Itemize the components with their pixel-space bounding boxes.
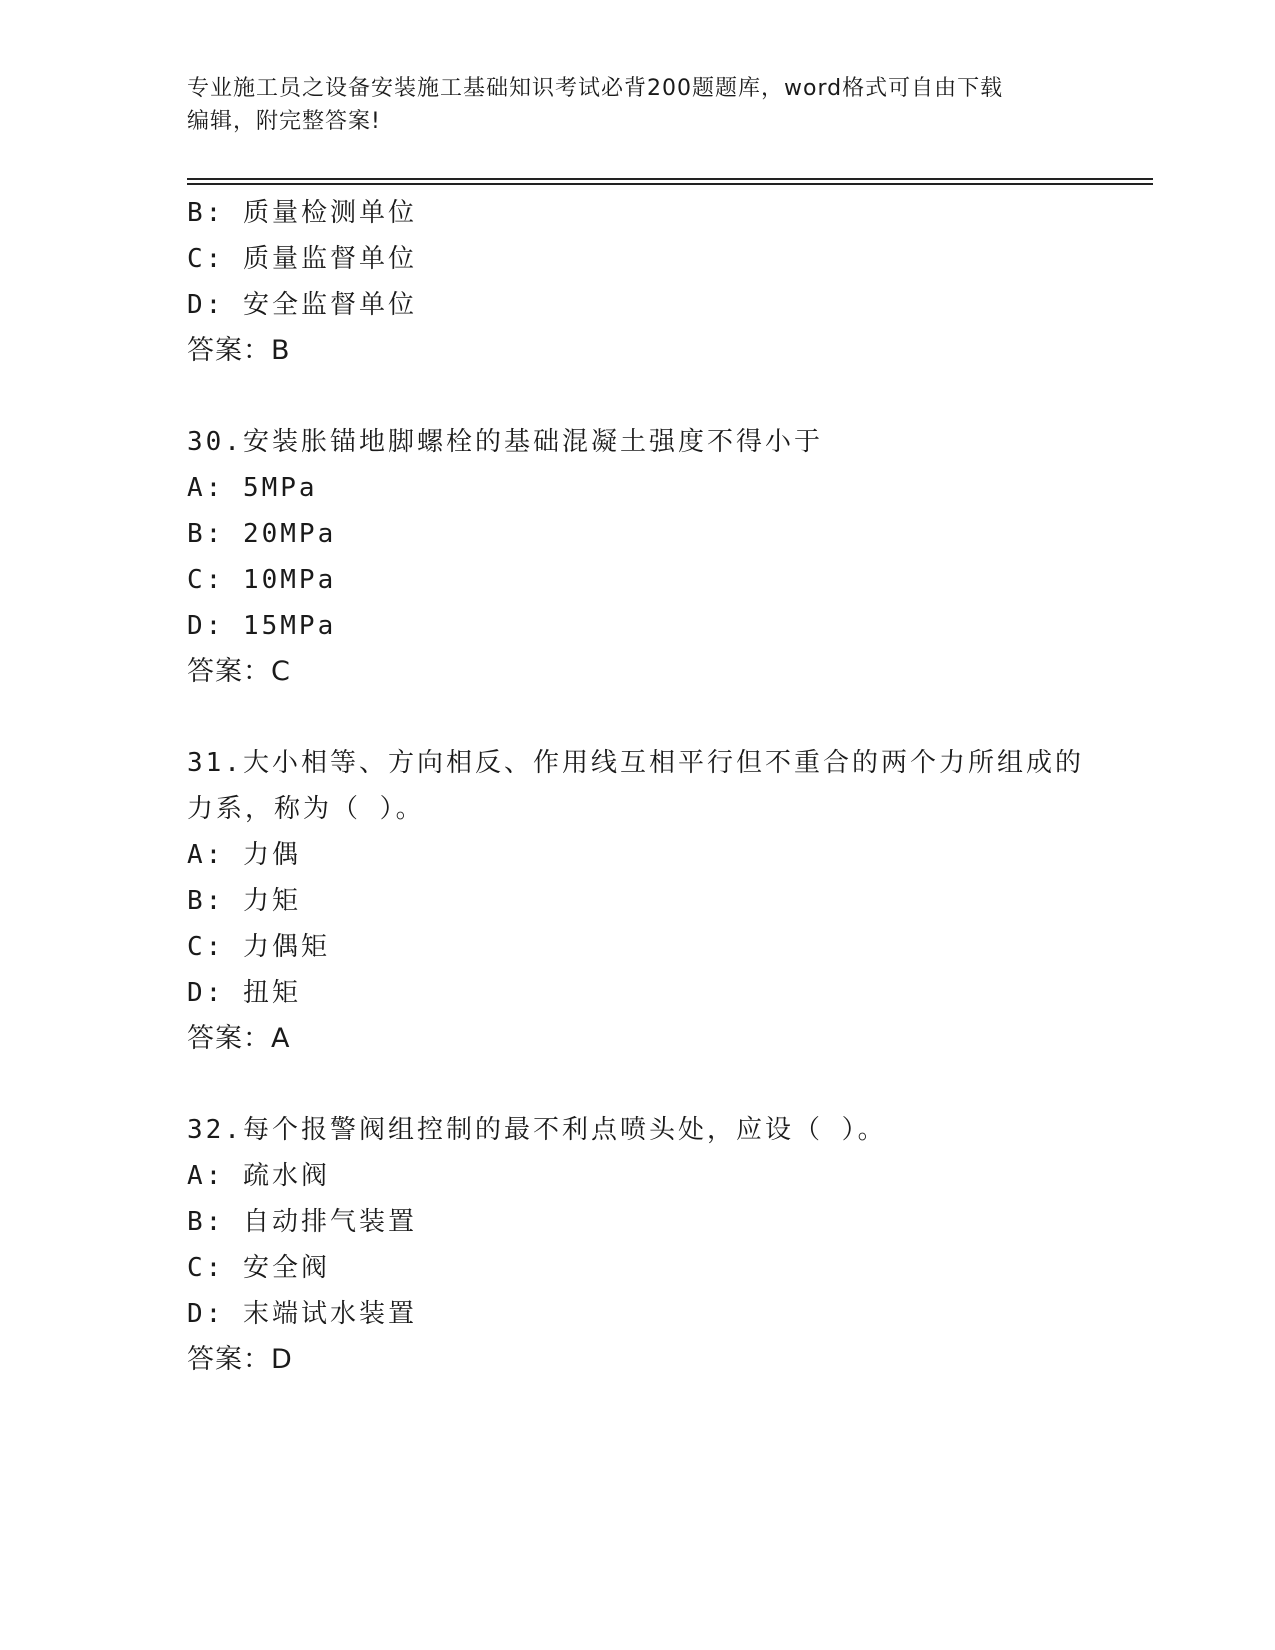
answer: 答案：B <box>187 335 291 366</box>
option-c: C: 力偶矩 <box>187 932 330 962</box>
option-d: D: 15MPa <box>187 611 337 641</box>
question-32 <box>187 1107 1087 1383</box>
option-d: D: 末端试水装置 <box>187 1299 417 1329</box>
document-header <box>187 72 1087 138</box>
header-line-1: 专业施工员之设备安装施工基础知识考试必背200题题库，word格式可自由下载 <box>187 76 1004 101</box>
option-a: A: 疏水阀 <box>187 1161 330 1191</box>
question-stem: 32.每个报警阀组控制的最不利点喷头处，应设（ ）。 <box>187 1115 887 1145</box>
option-d: D: 安全监督单位 <box>187 290 417 320</box>
answer: 答案：C <box>187 656 291 687</box>
option-b: B: 自动排气装置 <box>187 1207 417 1237</box>
question-list <box>187 190 1087 1383</box>
question-29-continuation <box>187 190 1087 374</box>
option-b: B: 质量检测单位 <box>187 198 417 228</box>
header-line-2: 编辑，附完整答案! <box>187 109 381 134</box>
question-stem-line-2: 力系，称为（ ）。 <box>187 794 425 824</box>
option-b: B: 力矩 <box>187 886 301 916</box>
question-30 <box>187 419 1087 695</box>
question-stem-line-1: 31.大小相等、方向相反、作用线互相平行但不重合的两个力所组成的 <box>187 748 1084 778</box>
answer: 答案：D <box>187 1344 293 1375</box>
header-divider-top <box>187 178 1153 180</box>
question-31 <box>187 740 1087 1062</box>
option-c: C: 10MPa <box>187 565 337 595</box>
answer: 答案：A <box>187 1023 291 1054</box>
header-divider-bottom <box>187 183 1153 185</box>
option-c: C: 安全阀 <box>187 1253 330 1283</box>
option-c: C: 质量监督单位 <box>187 244 417 274</box>
option-b: B: 20MPa <box>187 519 337 549</box>
question-stem: 30.安装胀锚地脚螺栓的基础混凝土强度不得小于 <box>187 427 823 457</box>
option-a: A: 5MPa <box>187 473 318 503</box>
option-a: A: 力偶 <box>187 840 301 870</box>
option-d: D: 扭矩 <box>187 978 301 1008</box>
